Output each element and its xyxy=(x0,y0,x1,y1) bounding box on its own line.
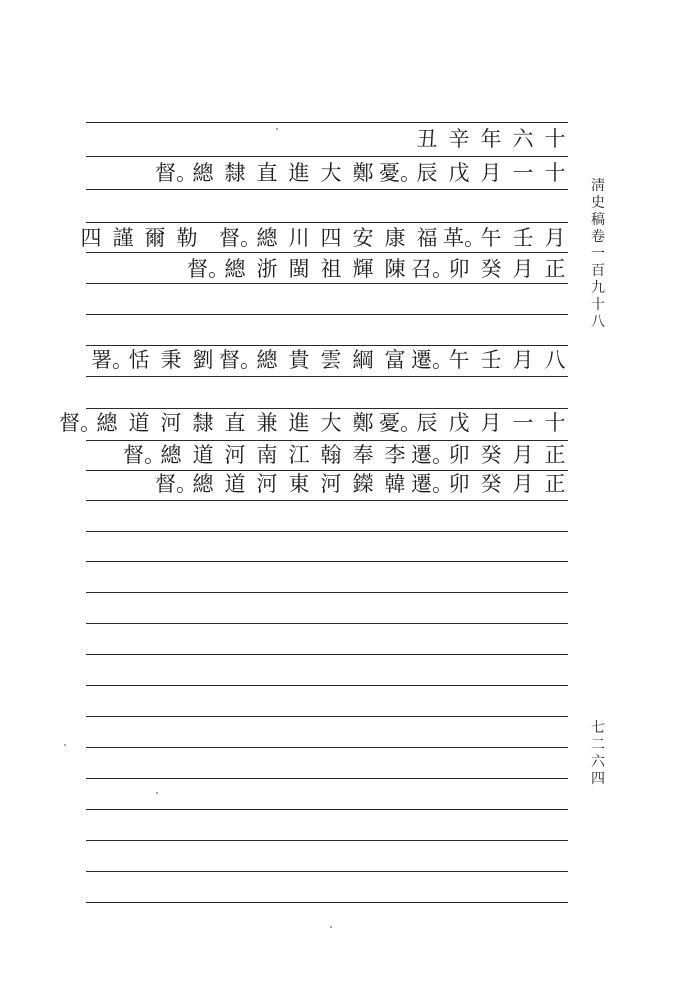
row-character: 一 xyxy=(512,411,534,435)
table-rule xyxy=(86,778,568,779)
row-character: 午 xyxy=(480,226,502,250)
row-character: 督。 xyxy=(123,443,165,467)
table-row xyxy=(59,409,571,437)
side-title-char: 稿 xyxy=(591,212,605,228)
row-character: 福 xyxy=(416,226,438,250)
row-character: 午 xyxy=(448,348,470,372)
row-character: 貴 xyxy=(288,348,310,372)
row-character: 總 xyxy=(96,411,118,435)
table-rule xyxy=(86,747,568,748)
table-rule xyxy=(86,716,568,717)
row-character: 總 xyxy=(192,161,214,185)
row-character: 隸 xyxy=(192,411,214,435)
side-title-char: 九 xyxy=(591,280,605,296)
row-character: 八 xyxy=(544,348,566,372)
row-character: 進 xyxy=(288,161,310,185)
table-rule xyxy=(86,376,568,377)
side-title-char: 八 xyxy=(591,314,605,330)
page-number-char: 六 xyxy=(591,754,605,770)
row-character: 憂。 xyxy=(379,411,421,435)
row-character: 河 xyxy=(160,411,182,435)
row-character: 爾 xyxy=(144,226,166,250)
row-character: 祖 xyxy=(320,257,342,281)
row-character: 卯 xyxy=(448,472,470,496)
row-character: 康 xyxy=(384,226,406,250)
row-character: 遷。 xyxy=(411,348,453,372)
row-character: 癸 xyxy=(480,257,502,281)
row-character: 月 xyxy=(512,348,534,372)
row-character: 月 xyxy=(512,443,534,467)
row-character: 恬 xyxy=(128,348,150,372)
row-character: 河 xyxy=(320,472,342,496)
table-rule xyxy=(86,283,568,284)
table-rule xyxy=(86,685,568,686)
row-character: 督。 xyxy=(155,472,197,496)
page-number-char: 二 xyxy=(591,737,605,753)
row-character: 總 xyxy=(160,443,182,467)
side-title-char: 百 xyxy=(591,263,605,279)
row-character: 辛 xyxy=(448,127,470,151)
table-row xyxy=(187,255,571,283)
table-rule xyxy=(86,500,568,501)
row-character: 召。 xyxy=(411,257,453,281)
row-character: 陳 xyxy=(384,257,406,281)
row-character: 十 xyxy=(544,411,566,435)
table-row xyxy=(411,125,571,153)
table-row xyxy=(123,441,571,469)
row-character: 總 xyxy=(256,348,278,372)
row-character: 督。 xyxy=(155,161,197,185)
row-character: 大 xyxy=(320,411,342,435)
row-character: 月 xyxy=(480,161,502,185)
row-character: 東 xyxy=(288,472,310,496)
row-character: 鑅 xyxy=(352,472,374,496)
row-character: 月 xyxy=(512,257,534,281)
row-character: 河 xyxy=(256,472,278,496)
row-character: 鄭 xyxy=(352,411,374,435)
row-character: 戊 xyxy=(448,411,470,435)
row-character: 江 xyxy=(288,443,310,467)
table-rule xyxy=(86,654,568,655)
row-character: 總 xyxy=(224,257,246,281)
row-character: 南 xyxy=(256,443,278,467)
table-row xyxy=(91,346,571,374)
row-character: 大 xyxy=(320,161,342,185)
row-character: 署。 xyxy=(91,348,133,372)
row-character: 正 xyxy=(544,472,566,496)
row-character: 月 xyxy=(480,411,502,435)
row-character: 十 xyxy=(544,127,566,151)
row-character: 壬 xyxy=(512,226,534,250)
row-character: 年 xyxy=(480,127,502,151)
row-character: 正 xyxy=(544,257,566,281)
row-character: 富 xyxy=(384,348,406,372)
side-title-char: 史 xyxy=(591,195,605,211)
row-character: 總 xyxy=(256,226,278,250)
row-character: 韓 xyxy=(384,472,406,496)
side-title xyxy=(586,178,610,331)
speck xyxy=(64,744,66,746)
table-rule xyxy=(86,592,568,593)
speck xyxy=(156,792,158,794)
row-character: 壬 xyxy=(480,348,502,372)
table-rule xyxy=(86,809,568,810)
row-character: 翰 xyxy=(320,443,342,467)
table-rule xyxy=(86,314,568,315)
row-character: 道 xyxy=(224,472,246,496)
row-character: 四 xyxy=(320,226,342,250)
row-character: 道 xyxy=(192,443,214,467)
row-character: 李 xyxy=(384,443,406,467)
side-title-char: 一 xyxy=(591,246,605,262)
row-character: 丑 xyxy=(416,127,438,151)
row-character: 遷。 xyxy=(411,472,453,496)
table-row xyxy=(155,470,571,498)
row-character: 督。 xyxy=(187,257,229,281)
row-character: 癸 xyxy=(480,472,502,496)
side-title-char: 十 xyxy=(591,297,605,313)
table-row xyxy=(155,159,571,187)
table-rule xyxy=(86,122,568,123)
row-character: 督。 xyxy=(59,411,101,435)
table-rule xyxy=(86,840,568,841)
table-row xyxy=(75,224,571,252)
row-character: 督。 xyxy=(219,226,261,250)
row-character: 月 xyxy=(512,472,534,496)
row-character: 戊 xyxy=(448,161,470,185)
row-character: 綱 xyxy=(352,348,374,372)
row-character: 河 xyxy=(224,443,246,467)
row-character: 奉 xyxy=(352,443,374,467)
speck xyxy=(276,128,278,130)
side-title-char: 淸 xyxy=(591,178,605,194)
row-character: 進 xyxy=(288,411,310,435)
table-rule xyxy=(86,902,568,903)
row-character: 兼 xyxy=(256,411,278,435)
speck xyxy=(330,926,332,928)
row-character: 浙 xyxy=(256,257,278,281)
row-character: 直 xyxy=(256,161,278,185)
row-character: 謹 xyxy=(112,226,134,250)
row-character: 辰 xyxy=(416,161,438,185)
row-character: 川 xyxy=(288,226,310,250)
row-character: 卯 xyxy=(448,257,470,281)
table-rule xyxy=(86,156,568,157)
row-character: 劉 xyxy=(192,348,214,372)
table-rule xyxy=(86,561,568,562)
row-character: 鄭 xyxy=(352,161,374,185)
row-character: 四 xyxy=(80,226,102,250)
table-rule xyxy=(86,222,568,223)
row-character: 安 xyxy=(352,226,374,250)
table-rule xyxy=(86,531,568,532)
row-character: 雲 xyxy=(320,348,342,372)
row-character: 遷。 xyxy=(411,443,453,467)
row-character: 道 xyxy=(128,411,150,435)
row-character: 一 xyxy=(512,161,534,185)
row-character: 隸 xyxy=(224,161,246,185)
row-character: 憂。 xyxy=(379,161,421,185)
row-character: 正 xyxy=(544,443,566,467)
table-rule xyxy=(86,189,568,190)
page-number-char: 七 xyxy=(591,720,605,736)
table-rule xyxy=(86,623,568,624)
page-number-char: 四 xyxy=(591,771,605,787)
row-character: 卯 xyxy=(448,443,470,467)
row-character: 六 xyxy=(512,127,534,151)
row-character: 總 xyxy=(192,472,214,496)
side-title-char: 卷 xyxy=(591,229,605,245)
row-character: 勒 xyxy=(176,226,198,250)
row-character: 十 xyxy=(544,161,566,185)
page-number xyxy=(586,720,610,788)
row-character: 革。 xyxy=(443,226,485,250)
row-character: 直 xyxy=(224,411,246,435)
table-rule xyxy=(86,252,568,253)
row-character: 閩 xyxy=(288,257,310,281)
row-character: 辰 xyxy=(416,411,438,435)
row-character: 督。 xyxy=(219,348,261,372)
row-character: 輝 xyxy=(352,257,374,281)
row-character: 月 xyxy=(544,226,566,250)
table-rule xyxy=(86,871,568,872)
row-character: 癸 xyxy=(480,443,502,467)
row-character: 秉 xyxy=(160,348,182,372)
